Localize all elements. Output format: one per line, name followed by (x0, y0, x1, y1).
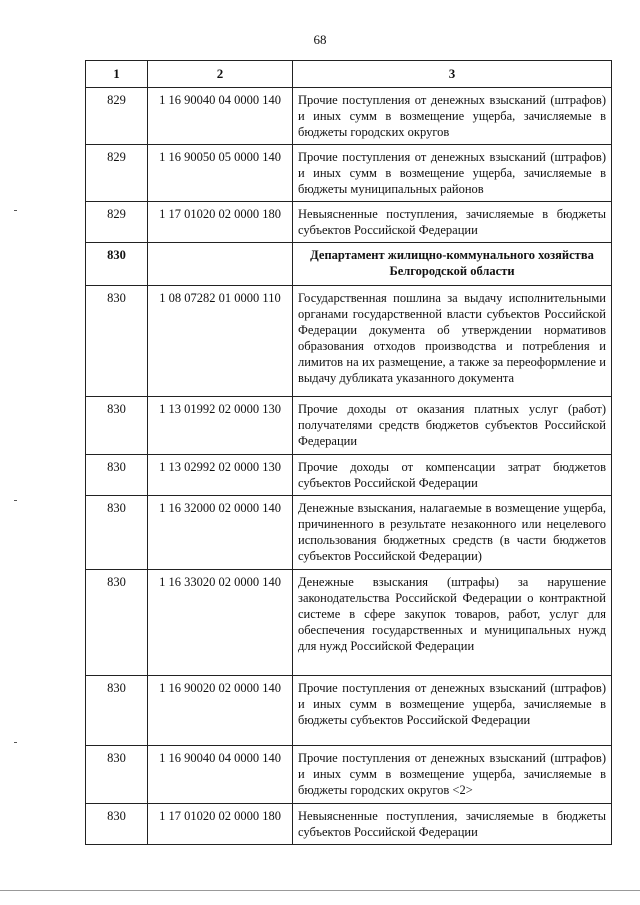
table-row (86, 455, 612, 496)
scan-margin-mark (14, 500, 17, 501)
revenue-codes-table (85, 60, 612, 845)
table-row (86, 570, 612, 676)
revenue-name-cell: Прочие поступления от денежных взысканий (штрафов) и иных сумм в возмещение ущерба, зачисляемые в бюджеты городских округов (293, 88, 612, 145)
page-number: 68 (313, 32, 327, 47)
table-row (86, 804, 612, 845)
budget-code-cell: 1 16 32000 02 0000 140 (148, 496, 293, 570)
table-row (86, 88, 612, 145)
revenue-name-cell: Прочие поступления от денежных взысканий (штрафов) и иных сумм в возмещение ущерба, зачисляемые в бюджеты городских округов <2> (293, 746, 612, 804)
admin-code-cell: 830 (86, 676, 148, 746)
table-body (86, 88, 612, 845)
department-row (86, 243, 612, 286)
table-row (86, 202, 612, 243)
budget-code-cell: 1 08 07282 01 0000 110 (148, 286, 293, 397)
admin-code-cell: 829 (86, 88, 148, 145)
table-row (86, 746, 612, 804)
admin-code-cell: 830 (86, 286, 148, 397)
revenue-name-cell: Прочие поступления от денежных взысканий (штрафов) и иных сумм в возмещение ущерба, зачисляемые в бюджеты муниципальных районов (293, 145, 612, 202)
budget-code-cell: 1 16 33020 02 0000 140 (148, 570, 293, 676)
admin-code-cell: 830 (86, 570, 148, 676)
admin-code-cell: 829 (86, 202, 148, 243)
table-row (86, 286, 612, 397)
column-header-name: 3 (293, 61, 612, 88)
admin-code-cell: 830 (86, 804, 148, 845)
admin-code-cell: 830 (86, 455, 148, 496)
table-header-row (86, 61, 612, 88)
budget-code-cell: 1 16 90040 04 0000 140 (148, 88, 293, 145)
admin-code-cell: 830 (86, 397, 148, 455)
revenue-name-cell: Прочие доходы от оказания платных услуг (работ) получателями средств бюджетов субъектов Российской Федерации (293, 397, 612, 455)
budget-code-cell: 1 13 02992 02 0000 130 (148, 455, 293, 496)
table-row (86, 496, 612, 570)
scan-bottom-edge (0, 890, 640, 891)
revenue-name-cell: Денежные взыскания (штрафы) за нарушение законодательства Российской Федерации о контрактной системе в сфере закупок товаров, работ, услуг для обеспечения государственных и муниципальных нужд для нужд Российской Федерации (293, 570, 612, 676)
revenue-name-cell: Прочие поступления от денежных взысканий (штрафов) и иных сумм в возмещение ущерба, зачисляемые в бюджеты субъектов Российской Федерации (293, 676, 612, 746)
admin-code-cell: 830 (86, 746, 148, 804)
department-name-cell: Департамент жилищно-коммунального хозяйства Белгородской области (293, 243, 612, 286)
revenue-name-cell: Невыясненные поступления, зачисляемые в бюджеты субъектов Российской Федерации (293, 804, 612, 845)
scan-margin-mark (14, 210, 17, 211)
table-row (86, 676, 612, 746)
table-row (86, 397, 612, 455)
table-row (86, 145, 612, 202)
budget-code-cell (148, 243, 293, 286)
budget-code-cell: 1 17 01020 02 0000 180 (148, 804, 293, 845)
revenue-name-cell: Государственная пошлина за выдачу исполнительными органами государственной власти субъектов Российской Федерации документа об утверждении нормативов образования отходов производства и потребления и лимитов на их размещение, а также за переоформление и выдачу дубликата указанного документа (293, 286, 612, 397)
column-header-admin: 1 (86, 61, 148, 88)
admin-code-cell: 829 (86, 145, 148, 202)
budget-code-cell: 1 16 90040 04 0000 140 (148, 746, 293, 804)
budget-code-cell: 1 13 01992 02 0000 130 (148, 397, 293, 455)
admin-code-cell: 830 (86, 243, 148, 286)
scan-margin-mark (14, 742, 17, 743)
column-header-code: 2 (148, 61, 293, 88)
admin-code-cell: 830 (86, 496, 148, 570)
budget-code-cell: 1 16 90020 02 0000 140 (148, 676, 293, 746)
revenue-name-cell: Денежные взыскания, налагаемые в возмещение ущерба, причиненного в результате незаконного или нецелевого использования бюджетных средств (в части бюджетов субъектов Российской Федерации) (293, 496, 612, 570)
budget-code-cell: 1 16 90050 05 0000 140 (148, 145, 293, 202)
budget-code-cell: 1 17 01020 02 0000 180 (148, 202, 293, 243)
revenue-name-cell: Прочие доходы от компенсации затрат бюджетов субъектов Российской Федерации (293, 455, 612, 496)
revenue-name-cell: Невыясненные поступления, зачисляемые в бюджеты субъектов Российской Федерации (293, 202, 612, 243)
